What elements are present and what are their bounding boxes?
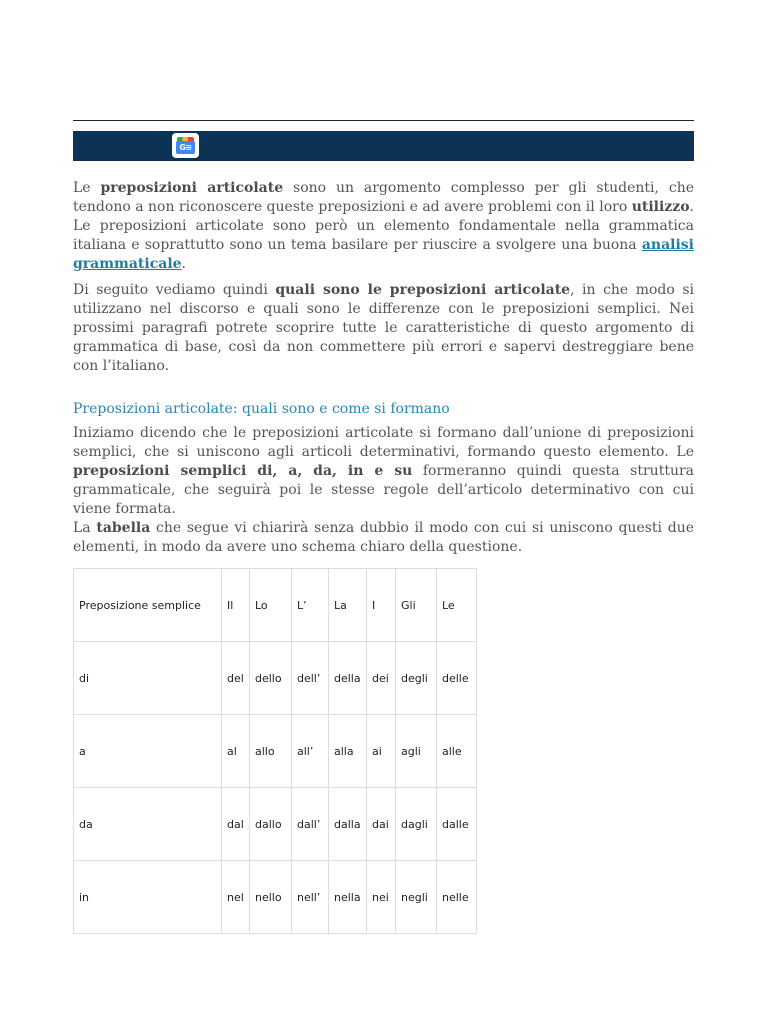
table-row: [74, 788, 477, 861]
table-cell: da: [74, 788, 222, 861]
table-header-cell: Il: [222, 569, 250, 642]
table-cell: al: [222, 715, 250, 788]
table-cell: dell’: [292, 642, 329, 715]
table-cell: a: [74, 715, 222, 788]
table-cell: nell’: [292, 861, 329, 934]
analisi-grammaticale-link[interactable]: analisi grammaticale: [73, 237, 694, 272]
table-cell: dei: [367, 642, 396, 715]
preposizioni-table: [73, 568, 477, 934]
bold-term: preposizioni articolate: [100, 180, 284, 196]
intro-paragraph: Le preposizioni articolate sono un argomento complesso per gli studenti, che tendono a non riconoscere queste preposizioni e ad avere problemi con il loro utilizzo. Le preposizioni articolate sono però un elemento fondamentale nella grammatica italiana e soprattutto sono un tema basilare per riuscire a svolgere una buona analisi grammaticale.: [73, 180, 694, 272]
table-cell: delle: [437, 642, 477, 715]
table-cell: in: [74, 861, 222, 934]
table-row: [74, 715, 477, 788]
table-cell: all’: [292, 715, 329, 788]
table-cell: dal: [222, 788, 250, 861]
bold-term: utilizzo: [631, 199, 690, 215]
bold-term: quali sono le preposizioni articolate: [275, 282, 571, 298]
table-cell: agli: [396, 715, 437, 788]
top-divider: [73, 120, 694, 121]
table-cell: alla: [329, 715, 367, 788]
table-cell: dai: [367, 788, 396, 861]
fourth-paragraph: La tabella che segue vi chiarirà senza dubbio il modo con cui si uniscono questi due elementi, in modo da avere uno schema chiaro della questione.: [73, 520, 694, 555]
table-header-cell: Preposizione semplice: [74, 569, 222, 642]
table-header-cell: Lo: [250, 569, 292, 642]
table-cell: degli: [396, 642, 437, 715]
table-cell: negli: [396, 861, 437, 934]
table-header-row: [74, 569, 477, 642]
table-cell: dagli: [396, 788, 437, 861]
table-header-cell: I: [367, 569, 396, 642]
table-cell: allo: [250, 715, 292, 788]
google-news-icon[interactable]: [172, 133, 199, 158]
table-header-cell: Gli: [396, 569, 437, 642]
table-cell: dalle: [437, 788, 477, 861]
article-banner: [73, 131, 694, 161]
table-header-cell: La: [329, 569, 367, 642]
table-row: [74, 642, 477, 715]
section-heading: Preposizioni articolate: quali sono e come si formano: [73, 401, 450, 417]
table-header-cell: Le: [437, 569, 477, 642]
table-cell: di: [74, 642, 222, 715]
table-row: [74, 861, 477, 934]
table-cell: nei: [367, 861, 396, 934]
table-cell: ai: [367, 715, 396, 788]
table-cell: nella: [329, 861, 367, 934]
table-cell: dallo: [250, 788, 292, 861]
table-cell: della: [329, 642, 367, 715]
news-icon-card: G≡: [176, 141, 195, 154]
bold-term: tabella: [96, 520, 151, 536]
table-cell: dello: [250, 642, 292, 715]
article-body: [73, 179, 694, 564]
table-cell: dall’: [292, 788, 329, 861]
table-cell: nello: [250, 861, 292, 934]
table-cell: nelle: [437, 861, 477, 934]
table-cell: del: [222, 642, 250, 715]
second-paragraph: Di seguito vediamo quindi quali sono le preposizioni articolate, in che modo si utilizzano nel discorso e quali sono le differenze con le preposizioni semplici. Nei prossimi paragrafi potrete scoprire tutte le caratteristiche di questo argomento di grammatica di base, così da non commettere più errori e sapervi destreggiare bene con l’italiano.: [73, 282, 694, 374]
third-paragraph: Iniziamo dicendo che le preposizioni articolate si formano dall’unione di preposizioni semplici, che si uniscono agli articoli determinativi, formando questo elemento. Le preposizioni semplici di, a, da, in e su formeranno quindi questa struttura grammaticale, che seguirà poi le stesse regole dell’articolo determinativo con cui viene formata.: [73, 425, 695, 517]
table-cell: dalla: [329, 788, 367, 861]
bold-term: preposizioni semplici di, a, da, in e su: [73, 463, 413, 479]
table-cell: alle: [437, 715, 477, 788]
table-cell: nel: [222, 861, 250, 934]
table-header-cell: L’: [292, 569, 329, 642]
